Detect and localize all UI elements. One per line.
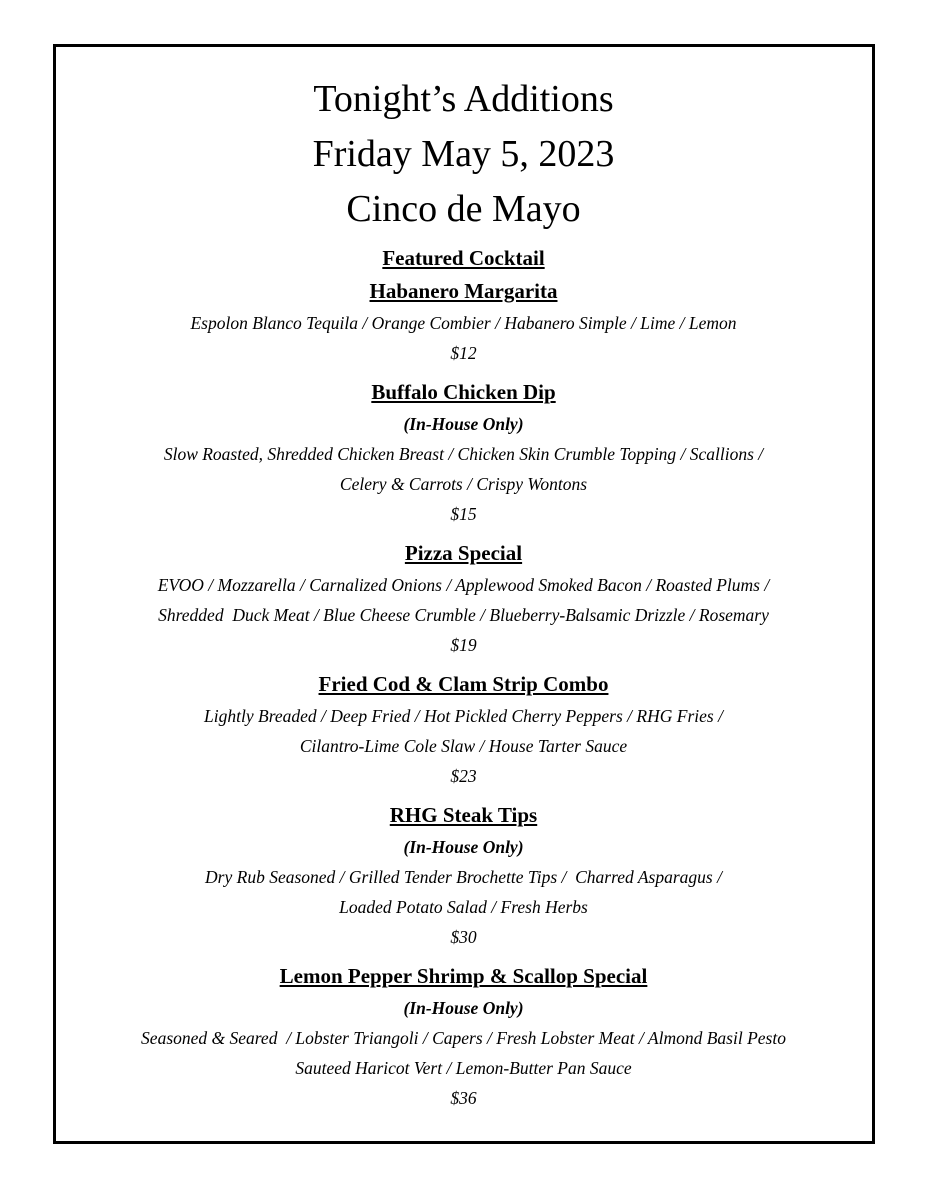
dish-description-line: Shredded Duck Meat / Blue Cheese Crumble / Blueberry-Balsamic Drizzle / Rosemary (158, 605, 769, 625)
dish-description-line: Sauteed Haricot Vert / Lemon-Butter Pan Sauce (295, 1058, 632, 1078)
dish-name: RHG Steak Tips (389, 803, 538, 827)
featured-cocktail-section (0, 242, 927, 368)
dish-item (0, 376, 927, 529)
dish-item (0, 668, 927, 791)
dish-description-line: Lightly Breaded / Deep Fried / Hot Pickled Cherry Peppers / RHG Fries / (204, 706, 723, 726)
dish-description-line: Slow Roasted, Shredded Chicken Breast / Chicken Skin Crumble Topping / Scallions / (163, 444, 764, 464)
dish-note: (In-House Only) (403, 837, 524, 857)
dish-item (0, 537, 927, 660)
dish-name: Lemon Pepper Shrimp & Scallop Special (279, 964, 648, 988)
dish-description-line: EVOO / Mozzarella / Carnalized Onions / Applewood Smoked Bacon / Roasted Plums / (157, 575, 770, 595)
dish-item (0, 960, 927, 1113)
menu-content (0, 242, 927, 1113)
cocktail-description: Espolon Blanco Tequila / Orange Combier / Habanero Simple / Lime / Lemon (190, 313, 737, 333)
dish-price: $36 (450, 1088, 477, 1108)
dish-description-line: Dry Rub Seasoned / Grilled Tender Brochette Tips / Charred Asparagus / (205, 867, 722, 887)
cocktail-name: Habanero Margarita (369, 279, 558, 303)
dish-price: $30 (450, 927, 477, 947)
dish-description-line: Cilantro-Lime Cole Slaw / House Tarter Sauce (299, 736, 628, 756)
dish-price: $19 (450, 635, 477, 655)
dish-note: (In-House Only) (403, 414, 524, 434)
dish-item (0, 799, 927, 952)
dish-name: Pizza Special (404, 541, 523, 565)
menu-date: Friday May 5, 2023 (312, 133, 615, 175)
dish-name: Fried Cod & Clam Strip Combo (318, 672, 609, 696)
dish-price: $23 (450, 766, 477, 786)
dish-description-line: Celery & Carrots / Crispy Wontons (339, 474, 588, 494)
featured-cocktail-heading: Featured Cocktail (382, 246, 545, 270)
dish-description-line: Seasoned & Seared / Lobster Triangoli / Capers / Fresh Lobster Meat / Almond Basil Pesto (141, 1028, 786, 1048)
dish-description-line: Loaded Potato Salad / Fresh Herbs (339, 897, 588, 917)
dish-price: $15 (450, 504, 477, 524)
dish-name: Buffalo Chicken Dip (371, 380, 556, 404)
menu-header (0, 72, 927, 237)
cocktail-price: $12 (450, 343, 477, 363)
menu-occasion: Cinco de Mayo (346, 188, 581, 230)
menu-title: Tonight’s Additions (313, 78, 614, 120)
dish-note: (In-House Only) (403, 998, 524, 1018)
